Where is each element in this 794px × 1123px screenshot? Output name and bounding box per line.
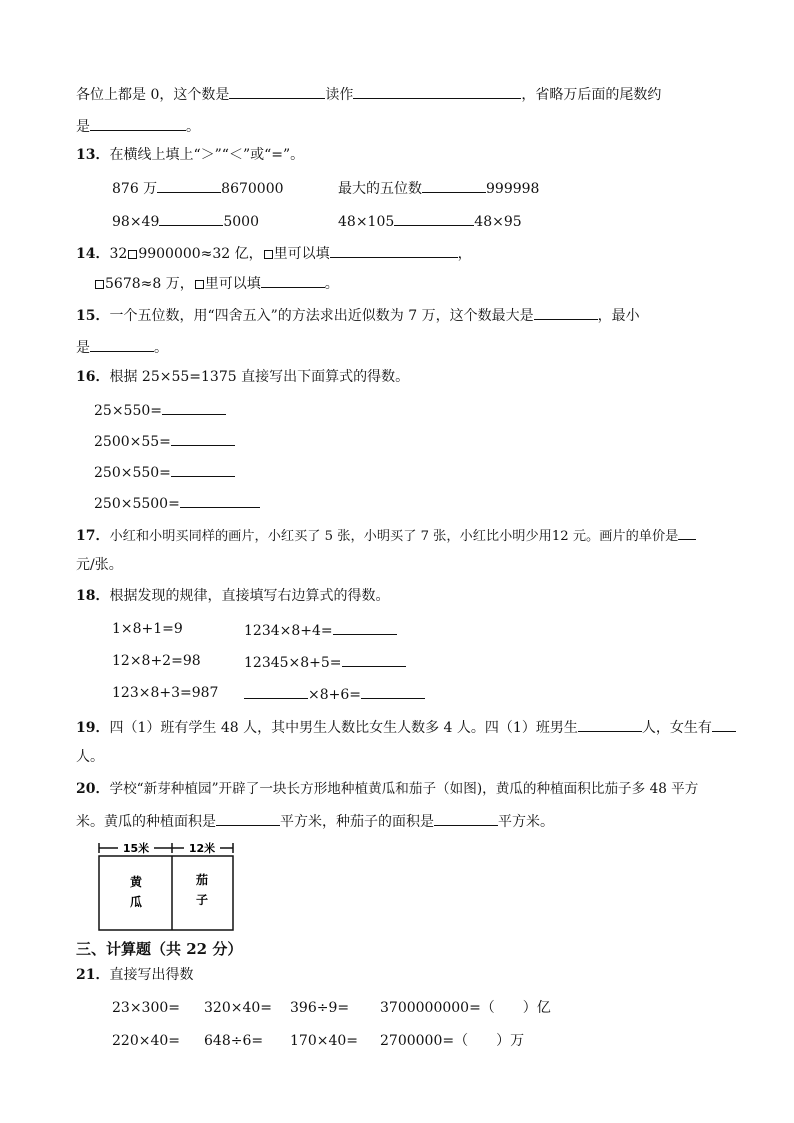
q18-left: 123×8+3=987 bbox=[112, 685, 219, 701]
square-placeholder-icon bbox=[128, 250, 137, 259]
q18-left: 1×8+1=9 bbox=[112, 621, 183, 637]
answer-blank[interactable] bbox=[171, 431, 235, 446]
answer-blank[interactable] bbox=[244, 684, 308, 699]
answer-blank[interactable] bbox=[434, 811, 498, 826]
eggplant-label: 茄 bbox=[195, 873, 209, 887]
answer-blank[interactable] bbox=[90, 116, 186, 131]
square-placeholder-icon bbox=[264, 250, 273, 259]
answer-blank[interactable] bbox=[422, 178, 486, 193]
q12-line2: 是 。 bbox=[76, 116, 200, 136]
q16-item: 250×550= bbox=[94, 462, 235, 482]
answer-blank[interactable] bbox=[229, 84, 325, 99]
q18-right: ×8+6= bbox=[244, 684, 425, 704]
answer-blank[interactable] bbox=[171, 462, 235, 477]
answer-blank[interactable] bbox=[90, 337, 154, 352]
q20-line1: 20．学校“新芽种植园”开辟了一块长方形地种植黄瓜和茄子（如图)，黄瓜的种植面积比茄子多 48 平方 bbox=[76, 781, 699, 797]
answer-blank[interactable] bbox=[534, 305, 598, 320]
q16-item: 250×5500= bbox=[94, 493, 260, 513]
cucumber-label: 黄 bbox=[129, 875, 143, 889]
eggplant-label: 子 bbox=[195, 893, 209, 907]
q13-item: 98×49 5000 bbox=[112, 211, 259, 231]
q15-line1: 15．一个五位数，用“四舍五入”的方法求出近似数为 7 万，这个数最大是 ，最小 bbox=[76, 305, 640, 325]
q21-item: 320×40= bbox=[204, 1000, 272, 1016]
q16-stem: 16．根据 25×55=1375 直接写出下面算式的得数。 bbox=[76, 369, 410, 385]
answer-blank[interactable] bbox=[216, 811, 280, 826]
q21-item: 220×40= bbox=[112, 1033, 180, 1049]
answer-blank[interactable] bbox=[333, 620, 397, 635]
q20-line2: 米。黄瓜的种植面积是 平方米，种茄子的面积是 平方米。 bbox=[76, 811, 554, 831]
q14-line1: 14．32 9900000≈32 亿， 里可以填 ， bbox=[76, 243, 472, 263]
answer-blank[interactable] bbox=[342, 652, 406, 667]
q19-line2: 人。 bbox=[76, 749, 104, 765]
q21-item: 170×40= bbox=[290, 1033, 358, 1049]
q17-line2: 元/张。 bbox=[76, 557, 123, 573]
q13-item: 最大的五位数 999998 bbox=[338, 178, 539, 198]
answer-blank[interactable] bbox=[353, 84, 521, 99]
q16-item: 2500×55= bbox=[94, 431, 235, 451]
answer-blank[interactable] bbox=[361, 684, 425, 699]
answer-blank[interactable] bbox=[394, 211, 474, 226]
width-label-cucumber: 15米 bbox=[122, 842, 150, 855]
q19-line1: 19．四（1）班有学生 48 人，其中男生人数比女生人数多 4 人。四（1）班男生 人，女生有 bbox=[76, 717, 736, 737]
answer-blank[interactable] bbox=[157, 178, 221, 193]
q16-item: 25×550= bbox=[94, 400, 226, 420]
q18-right: 1234×8+4= bbox=[244, 620, 397, 640]
q13-item: 48×105 48×95 bbox=[338, 211, 522, 231]
q17-line1: 17．小红和小明买同样的画片，小红买了 5 张，小明买了 7 张，小红比小明少用12 元。画片的单价是 bbox=[76, 525, 696, 546]
q21-stem: 21．直接写出得数 bbox=[76, 967, 194, 983]
q21-item: 23×300= bbox=[112, 1000, 180, 1016]
section-title: 三、计算题（共 22 分） bbox=[76, 940, 243, 958]
cucumber-label: 瓜 bbox=[129, 895, 143, 909]
answer-blank[interactable] bbox=[678, 525, 696, 540]
q21-item: 648÷6= bbox=[204, 1033, 264, 1049]
width-label-eggplant: 12米 bbox=[188, 842, 216, 855]
q13-stem: 13．在横线上填上“＞”“＜”或“=”。 bbox=[76, 147, 305, 163]
square-placeholder-icon bbox=[195, 280, 204, 289]
q21-item: 396÷9= bbox=[290, 1000, 350, 1016]
q18-left: 12×8+2=98 bbox=[112, 653, 201, 669]
q21-item: 3700000000=（ ）亿 bbox=[380, 1000, 551, 1016]
square-placeholder-icon bbox=[95, 280, 104, 289]
answer-blank[interactable] bbox=[180, 493, 260, 508]
field-diagram bbox=[96, 840, 236, 932]
answer-blank[interactable] bbox=[261, 273, 325, 288]
answer-blank[interactable] bbox=[162, 400, 226, 415]
q21-item: 2700000=（ ）万 bbox=[380, 1033, 525, 1049]
q18-right: 12345×8+5= bbox=[244, 652, 406, 672]
q12-line1: 各位上都是 0，这个数是 读作 ，省略万后面的尾数约 bbox=[76, 84, 661, 104]
q15-line2: 是 。 bbox=[76, 337, 168, 357]
answer-blank[interactable] bbox=[578, 717, 642, 732]
q13-item: 876 万 8670000 bbox=[112, 178, 284, 198]
answer-blank[interactable] bbox=[712, 717, 736, 732]
answer-blank[interactable] bbox=[330, 243, 458, 258]
answer-blank[interactable] bbox=[159, 211, 223, 226]
q14-line2: 5678≈8 万， 里可以填 。 bbox=[94, 273, 339, 293]
q18-stem: 18．根据发现的规律，直接填写右边算式的得数。 bbox=[76, 588, 390, 604]
